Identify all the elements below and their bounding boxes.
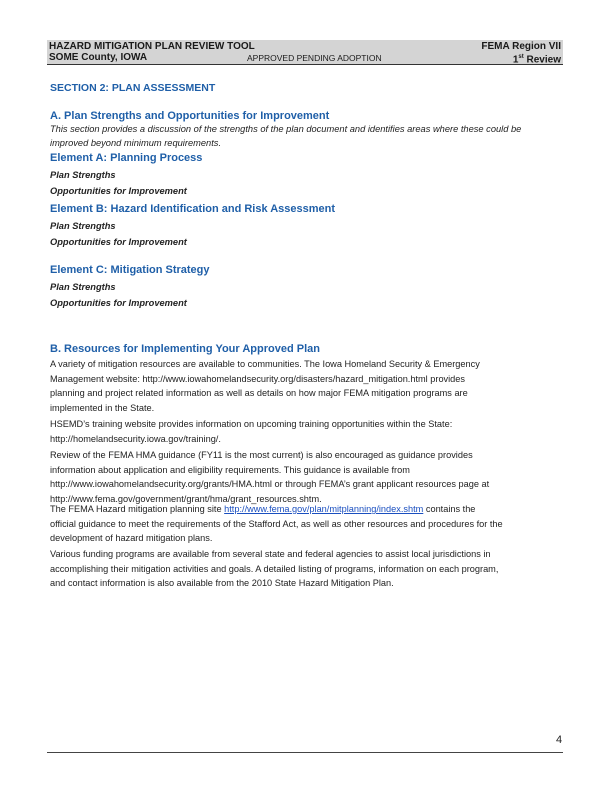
resources-paragraph <box>50 357 570 415</box>
part-a-heading: A. Plan Strengths and Opportunities for Improvement <box>50 110 330 122</box>
text-line: Management website: http://www.iowahomelandsecurity.org/disasters/hazard_mitigation.html provides <box>50 373 465 384</box>
text-line: http://homelandsecurity.iowa.gov/training/. <box>50 433 221 444</box>
header-county: SOME County, IOWA <box>49 52 148 63</box>
text-line: development of hazard mitigation plans. <box>50 533 213 544</box>
header-region: FEMA Region VII <box>481 41 561 52</box>
text-line: and contact information is also available from the 2010 State Hazard Mitigation Plan. <box>50 578 394 589</box>
training-paragraph <box>50 417 570 446</box>
text-line: accomplishing their mitigation activities and goals. A detailed listing of programs, information on each program, <box>50 563 499 574</box>
text-line: A variety of mitigation resources are available to communities. The Iowa Homeland Security & Emergency <box>50 359 480 369</box>
header-status: APPROVED PENDING ADOPTION <box>247 53 382 63</box>
text-line: planning and project related information as well as details on how major FEMA mitigation programs are <box>50 388 468 399</box>
review-label: Review <box>523 54 561 66</box>
text-line: Review of the FEMA HMA guidance (FY11 is the most current) is also encouraged as guidance provides <box>50 450 473 460</box>
page-number: 4 <box>556 734 563 746</box>
text-line: official guidance to meet the requirements of the Stafford Act, as well as other resources and procedures for the <box>50 518 503 529</box>
element-a-opportunities: Opportunities for Improvement <box>50 186 187 196</box>
element-b-opportunities: Opportunities for Improvement <box>50 237 187 247</box>
text-line: implemented in the State. <box>50 402 155 413</box>
text-line: http://www.fema.gov/government/grant/hma/grant_resources.shtm. <box>50 493 322 504</box>
element-c-strengths: Plan Strengths <box>50 282 116 292</box>
header-review <box>513 52 561 65</box>
text-line: HSEMD’s training website provides information on upcoming training opportunities within the State: <box>50 419 453 429</box>
fema-mitplanning-link[interactable]: http://www.fema.gov/plan/mitplanning/index.shtm <box>224 504 424 514</box>
review-number: 1 <box>512 54 519 66</box>
fema-planning-paragraph <box>50 502 570 546</box>
element-b-title: Element B: Hazard Identification and Risk Assessment <box>50 203 336 215</box>
element-c-title: Element C: Mitigation Strategy <box>50 264 210 276</box>
section-title: SECTION 2: PLAN ASSESSMENT <box>50 82 216 94</box>
page-header <box>47 40 563 65</box>
footer-rule <box>47 752 563 753</box>
review-suffix: st <box>518 54 524 60</box>
text-line: http://www.iowahomelandsecurity.org/grants/HMA.html or through FEMA’s grant applicant resources page at <box>50 479 490 490</box>
text-line <box>50 502 570 517</box>
element-a-strengths: Plan Strengths <box>50 170 116 180</box>
header-title: HAZARD MITIGATION PLAN REVIEW TOOL <box>49 41 255 52</box>
funding-paragraph <box>50 547 570 591</box>
text-line: information about application and eligibility requirements. This guidance is available from <box>50 464 410 475</box>
part-b-heading: B. Resources for Implementing Your Approved Plan <box>50 343 320 355</box>
part-a-description-line: This section provides a discussion of the strengths of the plan document and identifies areas where these could be <box>50 124 522 134</box>
text: The FEMA Hazard mitigation planning site <box>50 504 225 514</box>
hma-guidance-paragraph <box>50 448 570 506</box>
part-a-description-line: improved beyond minimum requirements. <box>50 138 222 148</box>
element-b-strengths: Plan Strengths <box>50 221 116 231</box>
text: contains the <box>423 504 476 514</box>
element-c-opportunities: Opportunities for Improvement <box>50 298 187 308</box>
element-a-title: Element A: Planning Process <box>50 152 203 164</box>
text-line: Various funding programs are available from several state and federal agencies to assist local jurisdictions in <box>50 549 491 559</box>
